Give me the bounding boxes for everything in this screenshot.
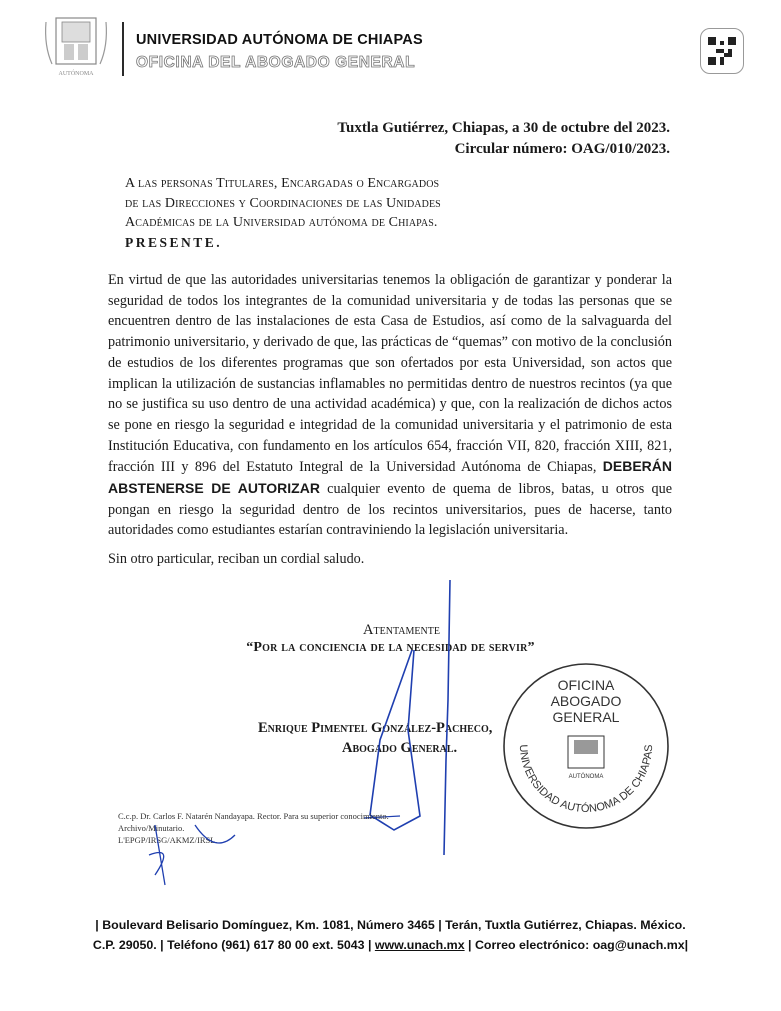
signer-role: Abogado General. xyxy=(342,740,458,756)
signer-name: Enrique Pimentel González-Pacheco, xyxy=(258,720,493,736)
stamp-inner-text: AUTÓNOMA xyxy=(568,774,604,780)
motto: “Por la conciencia de la necesidad de servir” xyxy=(246,640,535,655)
university-logo-icon xyxy=(42,16,110,78)
body-text: En virtud de que las autoridades universitarias tenemos la obligación de garantizar y ponderar la seguridad de todos los integrantes de la comunidad universitaria y de todas las personas que se encuentren dentro de las instalaciones de esta Casa de Estudios, así como de la salvaguarda del patrimonio universitario, y derivado de que, las prácticas de “quemas” con motivo de la conclusión de estudios de los diferentes programas que son ofertados por esta Universidad, son actos que implican la utilización de sustancias inflamables no permitidas dentro de nuestros recintos (ya que no se justifica su uso dentro de una actividad académica) y que, con la realización de dichos actos se pone en riesgo la seguridad e integridad de la comunidad universitaria y el patrimonio de esta Institución Educativa, con fundamento en los artículos 654, fracción VII, 820, fracción XIII, 821, fracción III y 896 del Estatuto Integral de la Universidad Autónoma de Chiapas, xyxy=(108,272,672,476)
closing-line: Sin otro particular, reciban un cordial saludo. xyxy=(108,551,365,567)
ccp-line: C.c.p. Dr. Carlos F. Natarén Nandayapa. Rector. Para su superior conocimiento. xyxy=(118,811,389,821)
header-divider xyxy=(122,22,124,76)
website-link[interactable]: www.unach.mx xyxy=(374,938,465,952)
atentamente: Atentamente xyxy=(363,622,440,638)
stamp-line: ABOGADO xyxy=(550,693,622,709)
body-emphasis: DEBERÁN ABSTENERSE DE AUTORIZAR xyxy=(108,458,672,497)
circular-number: Circular número: OAG/010/2023. xyxy=(454,141,670,157)
office-name: OFICINA DEL ABOGADO GENERAL xyxy=(136,54,416,71)
addressee-line: de las Direcciones y Coordinaciones de las Unidades xyxy=(125,195,441,211)
addressee-line: Académicas de la Universidad autónoma de Chiapas. xyxy=(125,215,438,230)
addressee-line: A las personas Titulares, Encargadas o Encargados xyxy=(125,176,440,191)
ccp-line: Archivo/Minutario. xyxy=(118,823,185,833)
office-stamp xyxy=(500,660,672,832)
stamp-line: GENERAL xyxy=(552,709,620,725)
addressee xyxy=(125,174,441,252)
stamp-ring-text: UNIVERSIDAD AUTÓNOMA DE CHIAPAS xyxy=(516,744,656,816)
footer-contact: C.P. 29050. | Teléfono (961) 617 80 00 ext. 5043 | www.unach.mx | Correo electrónico: oag@unach.mx| xyxy=(92,938,689,952)
footer-address: | Boulevard Belisario Domínguez, Km. 1081, Número 3465 | Terán, Tuxtla Gutiérrez, Chiapas. México. xyxy=(95,918,686,932)
university-name: UNIVERSIDAD AUTÓNOMA DE CHIAPAS xyxy=(136,32,423,48)
svg-text:AUTÓNOMA: AUTÓNOMA xyxy=(58,71,94,77)
qr-code xyxy=(700,28,744,74)
date-block xyxy=(337,118,670,160)
presente: PRESENTE. xyxy=(125,234,223,250)
body-paragraph xyxy=(108,270,672,541)
stamp-line: OFICINA xyxy=(557,677,615,693)
initials-signature xyxy=(135,815,255,895)
qr-code-icon xyxy=(708,37,736,65)
place-date: Tuxtla Gutiérrez, Chiapas, a 30 de octubre del 2023. xyxy=(337,120,670,136)
ccp-line: L'EPGP/IRSG/AKMZ/IRSL. xyxy=(118,835,218,845)
body-text: cualquier evento de quema de libros, batas, u otros que pongan en riesgo la seguridad dentro de los recintos universitarios, pues de hacerse, tanto autoridades como estudiantes estarían contraviniendo la legislación universitaria. xyxy=(108,481,672,539)
